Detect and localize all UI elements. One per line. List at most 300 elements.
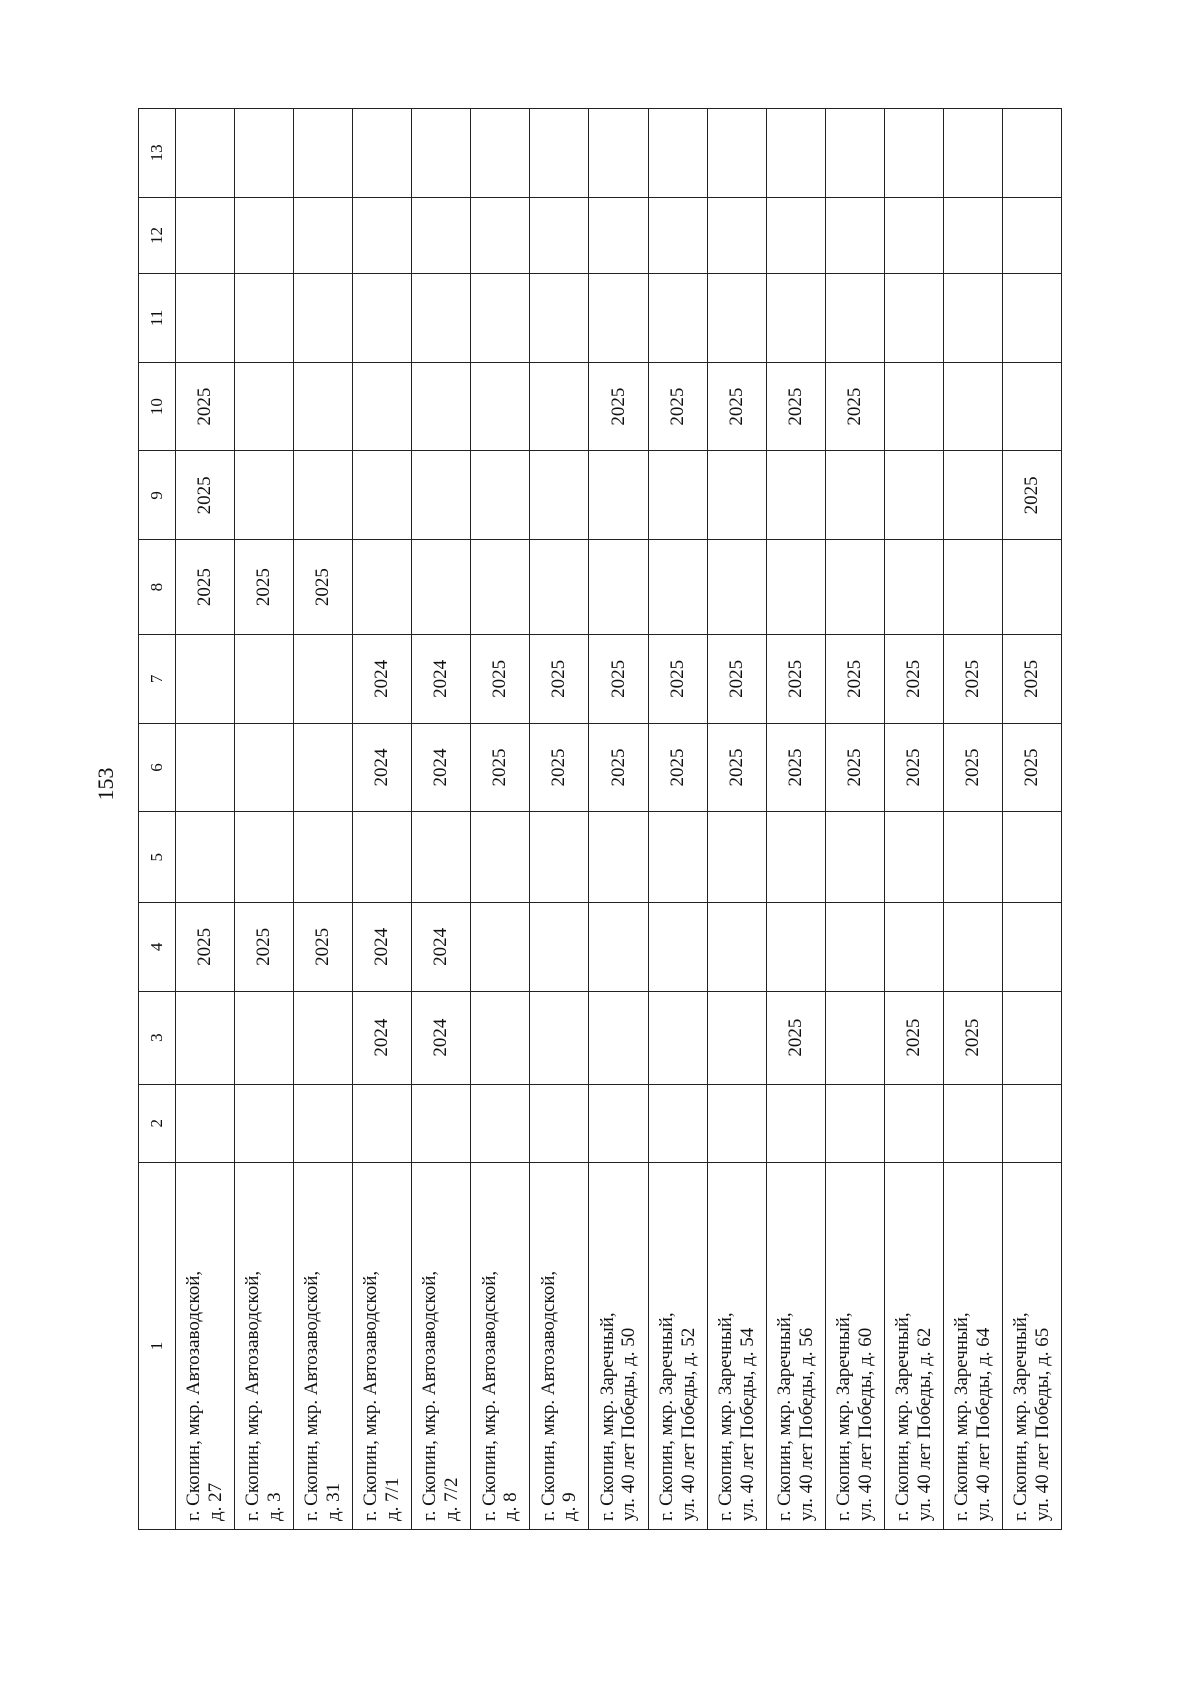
year-cell <box>589 903 648 992</box>
year-value: 2025 <box>666 659 688 698</box>
year-cell <box>235 109 294 198</box>
table-row <box>294 109 353 1530</box>
year-cell <box>294 451 353 540</box>
year-cell <box>471 540 530 635</box>
address-cell <box>648 1162 707 1529</box>
year-cell <box>294 540 353 635</box>
year-value: 2025 <box>194 476 216 515</box>
year-cell <box>884 903 943 992</box>
year-cell <box>1002 723 1061 812</box>
address-line-2: ул. 40 лет Победы, д. 65 <box>1031 1327 1053 1521</box>
rotated-table-frame <box>138 108 1062 1530</box>
year-cell <box>176 903 235 992</box>
year-value: 2025 <box>784 659 806 698</box>
year-cell <box>825 197 884 273</box>
year-cell <box>825 903 884 992</box>
address-line-2: ул. 40 лет Победы, д. 52 <box>677 1327 699 1521</box>
year-cell <box>235 635 294 724</box>
year-cell <box>294 274 353 363</box>
column-header-8: 8 <box>139 540 176 635</box>
table-row <box>176 109 235 1530</box>
year-value: 2025 <box>725 748 747 787</box>
table-row <box>353 109 412 1530</box>
table-body <box>176 109 1062 1530</box>
year-cell <box>412 362 471 451</box>
year-cell <box>707 635 766 724</box>
year-cell <box>471 812 530 903</box>
year-cell <box>884 540 943 635</box>
year-value: 2025 <box>489 748 511 787</box>
year-cell <box>530 635 589 724</box>
year-cell <box>766 635 825 724</box>
year-cell <box>294 1084 353 1162</box>
year-cell <box>1002 274 1061 363</box>
year-cell <box>412 635 471 724</box>
year-cell <box>589 812 648 903</box>
year-cell <box>943 451 1002 540</box>
year-cell <box>943 109 1002 198</box>
year-cell <box>766 197 825 273</box>
year-value: 2025 <box>725 659 747 698</box>
year-cell <box>648 635 707 724</box>
year-cell <box>294 109 353 198</box>
year-cell <box>471 451 530 540</box>
address-cell <box>294 1162 353 1529</box>
year-cell <box>943 991 1002 1084</box>
year-cell <box>353 540 412 635</box>
year-cell <box>471 991 530 1084</box>
year-cell <box>766 109 825 198</box>
column-header-10: 10 <box>139 362 176 451</box>
year-cell <box>412 903 471 992</box>
year-cell <box>707 540 766 635</box>
year-cell <box>176 362 235 451</box>
header-row <box>139 109 176 1530</box>
year-cell <box>176 274 235 363</box>
year-cell <box>766 723 825 812</box>
year-cell <box>471 362 530 451</box>
year-cell <box>648 1084 707 1162</box>
address-line-1: г. Скопин, мкр. Автозаводской, <box>183 1270 205 1521</box>
year-value: 2025 <box>902 748 924 787</box>
year-cell <box>412 991 471 1084</box>
year-cell <box>530 1084 589 1162</box>
year-value: 2025 <box>548 659 570 698</box>
address-line-1: г. Скопин, мкр. Заречный, <box>655 1312 677 1521</box>
address-cell <box>707 1162 766 1529</box>
address-line-2: д. 3 <box>264 1492 286 1521</box>
column-header-7: 7 <box>139 635 176 724</box>
year-value: 2024 <box>430 659 452 698</box>
year-cell <box>766 903 825 992</box>
address-line-2: д. 27 <box>205 1482 227 1521</box>
address-line-2: д. 9 <box>559 1492 581 1521</box>
year-cell <box>1002 1084 1061 1162</box>
year-cell <box>707 362 766 451</box>
year-cell <box>648 451 707 540</box>
year-cell <box>235 362 294 451</box>
address-schedule-table <box>138 108 1062 1530</box>
year-cell <box>471 903 530 992</box>
year-value: 2025 <box>1021 659 1043 698</box>
address-line-1: г. Скопин, мкр. Заречный, <box>596 1312 618 1521</box>
address-cell <box>235 1162 294 1529</box>
year-cell <box>294 991 353 1084</box>
year-cell <box>412 274 471 363</box>
address-line-2: д. 8 <box>500 1492 522 1521</box>
year-cell <box>530 991 589 1084</box>
year-cell <box>766 812 825 903</box>
address-cell <box>943 1162 1002 1529</box>
year-cell <box>1002 540 1061 635</box>
year-cell <box>530 109 589 198</box>
table-row <box>589 109 648 1530</box>
address-line-2: ул. 40 лет Победы, д. 64 <box>972 1327 994 1521</box>
year-cell <box>707 991 766 1084</box>
year-cell <box>471 197 530 273</box>
year-cell <box>648 903 707 992</box>
year-value: 2025 <box>194 568 216 607</box>
year-cell <box>530 903 589 992</box>
year-cell <box>353 197 412 273</box>
year-cell <box>176 635 235 724</box>
year-cell <box>412 197 471 273</box>
address-line-2: ул. 40 лет Победы, д. 62 <box>913 1327 935 1521</box>
year-value: 2025 <box>902 1018 924 1057</box>
year-cell <box>176 197 235 273</box>
year-value: 2024 <box>371 1018 393 1057</box>
year-cell <box>825 991 884 1084</box>
column-header-11: 11 <box>139 274 176 363</box>
year-value: 2024 <box>430 748 452 787</box>
year-value: 2024 <box>371 659 393 698</box>
year-value: 2025 <box>902 659 924 698</box>
year-cell <box>707 812 766 903</box>
year-value: 2025 <box>784 387 806 426</box>
year-cell <box>353 1084 412 1162</box>
year-cell <box>707 274 766 363</box>
year-cell <box>884 109 943 198</box>
year-cell <box>471 274 530 363</box>
year-cell <box>707 197 766 273</box>
year-cell <box>294 197 353 273</box>
year-cell <box>707 723 766 812</box>
year-cell <box>589 991 648 1084</box>
year-cell <box>943 197 1002 273</box>
year-cell <box>589 274 648 363</box>
year-cell <box>825 723 884 812</box>
column-header-12: 12 <box>139 197 176 273</box>
year-cell <box>648 812 707 903</box>
year-cell <box>884 1084 943 1162</box>
year-cell <box>294 812 353 903</box>
year-cell <box>943 274 1002 363</box>
year-cell <box>766 1084 825 1162</box>
column-header-5: 5 <box>139 812 176 903</box>
column-header-1: 1 <box>139 1162 176 1529</box>
year-cell <box>589 540 648 635</box>
table-row <box>707 109 766 1530</box>
year-cell <box>235 1084 294 1162</box>
year-value: 2024 <box>371 927 393 966</box>
year-cell <box>530 362 589 451</box>
address-cell <box>353 1162 412 1529</box>
year-cell <box>884 451 943 540</box>
year-cell <box>648 274 707 363</box>
table-row <box>530 109 589 1530</box>
year-value: 2025 <box>489 659 511 698</box>
year-value: 2025 <box>666 387 688 426</box>
year-cell <box>412 812 471 903</box>
address-line-1: г. Скопин, мкр. Заречный, <box>951 1312 972 1521</box>
year-cell <box>412 1084 471 1162</box>
table-row <box>235 109 294 1530</box>
year-cell <box>530 723 589 812</box>
year-value: 2025 <box>607 659 629 698</box>
table-row <box>412 109 471 1530</box>
year-cell <box>530 540 589 635</box>
column-header-3: 3 <box>139 991 176 1084</box>
column-header-2: 2 <box>139 1084 176 1162</box>
year-cell <box>176 991 235 1084</box>
address-cell <box>176 1162 235 1529</box>
year-value: 2025 <box>961 1018 983 1057</box>
year-cell <box>412 723 471 812</box>
year-cell <box>471 109 530 198</box>
year-cell <box>1002 991 1061 1084</box>
year-value: 2025 <box>843 659 865 698</box>
year-cell <box>884 812 943 903</box>
address-line-2: ул. 40 лет Победы, д. 54 <box>736 1327 758 1521</box>
year-cell <box>825 274 884 363</box>
address-line-1: г. Скопин, мкр. Автозаводской, <box>537 1270 559 1521</box>
year-value: 2024 <box>430 1018 452 1057</box>
year-cell <box>648 991 707 1084</box>
year-cell <box>943 635 1002 724</box>
year-cell <box>825 109 884 198</box>
address-line-2: д. 7/1 <box>382 1477 404 1521</box>
year-cell <box>353 991 412 1084</box>
year-cell <box>648 540 707 635</box>
year-cell <box>294 362 353 451</box>
year-cell <box>589 197 648 273</box>
year-cell <box>353 451 412 540</box>
year-cell <box>412 451 471 540</box>
address-line-1: г. Скопин, мкр. Заречный, <box>714 1312 736 1521</box>
year-cell <box>412 540 471 635</box>
year-cell <box>884 197 943 273</box>
address-line-1: г. Скопин, мкр. Заречный, <box>832 1312 854 1521</box>
table-row <box>766 109 825 1530</box>
year-value: 2025 <box>312 927 334 966</box>
year-cell <box>589 109 648 198</box>
year-cell <box>884 274 943 363</box>
year-cell <box>353 274 412 363</box>
year-cell <box>235 991 294 1084</box>
year-cell <box>825 635 884 724</box>
year-cell <box>825 1084 884 1162</box>
year-value: 2025 <box>1021 748 1043 787</box>
year-cell <box>176 812 235 903</box>
address-cell <box>884 1162 943 1529</box>
year-cell <box>353 635 412 724</box>
year-cell <box>176 109 235 198</box>
year-cell <box>1002 451 1061 540</box>
year-value: 2025 <box>784 1018 806 1057</box>
table-row <box>943 109 1002 1530</box>
page-number-text: 153 <box>93 767 118 801</box>
year-value: 2025 <box>843 748 865 787</box>
year-value: 2025 <box>725 387 747 426</box>
table-row <box>648 109 707 1530</box>
year-cell <box>648 723 707 812</box>
year-cell <box>235 274 294 363</box>
year-value: 2025 <box>312 568 334 607</box>
year-cell <box>471 635 530 724</box>
year-value: 2025 <box>548 748 570 787</box>
column-header-9: 9 <box>139 451 176 540</box>
year-cell <box>235 197 294 273</box>
year-cell <box>294 903 353 992</box>
year-cell <box>235 723 294 812</box>
year-cell <box>353 723 412 812</box>
year-value: 2025 <box>961 659 983 698</box>
year-cell <box>884 723 943 812</box>
year-cell <box>589 451 648 540</box>
address-line-1: г. Скопин, мкр. Автозаводской, <box>242 1270 264 1521</box>
table-row <box>825 109 884 1530</box>
year-cell <box>648 109 707 198</box>
year-cell <box>1002 903 1061 992</box>
year-cell <box>530 197 589 273</box>
year-cell <box>589 723 648 812</box>
address-line-1: г. Скопин, мкр. Заречный, <box>773 1312 795 1521</box>
address-line-2: ул. 40 лет Победы, д. 50 <box>618 1327 640 1521</box>
year-cell <box>176 723 235 812</box>
year-cell <box>176 451 235 540</box>
year-value: 2025 <box>194 387 216 426</box>
year-value: 2024 <box>371 748 393 787</box>
year-cell <box>648 362 707 451</box>
year-cell <box>825 362 884 451</box>
year-cell <box>1002 812 1061 903</box>
year-value: 2025 <box>607 387 629 426</box>
address-cell <box>825 1162 884 1529</box>
address-line-2: ул. 40 лет Победы, д. 60 <box>854 1327 876 1521</box>
year-value: 2025 <box>666 748 688 787</box>
year-cell <box>1002 362 1061 451</box>
year-cell <box>884 635 943 724</box>
year-value: 2025 <box>843 387 865 426</box>
address-line-1: г. Скопин, мкр. Автозаводской, <box>301 1270 323 1521</box>
year-cell <box>766 540 825 635</box>
year-cell <box>766 991 825 1084</box>
column-header-6: 6 <box>139 723 176 812</box>
year-cell <box>707 903 766 992</box>
year-cell <box>353 362 412 451</box>
year-cell <box>235 903 294 992</box>
year-cell <box>471 1084 530 1162</box>
year-cell <box>943 723 1002 812</box>
address-line-1: г. Скопин, мкр. Заречный, <box>891 1312 913 1521</box>
year-cell <box>530 274 589 363</box>
table-row <box>884 109 943 1530</box>
year-cell <box>235 540 294 635</box>
year-value: 2025 <box>607 748 629 787</box>
year-value: 2025 <box>253 568 275 607</box>
year-cell <box>412 109 471 198</box>
year-cell <box>825 540 884 635</box>
year-cell <box>589 1084 648 1162</box>
year-cell <box>530 812 589 903</box>
year-value: 2024 <box>430 927 452 966</box>
year-cell <box>766 362 825 451</box>
column-header-4: 4 <box>139 903 176 992</box>
address-cell <box>1002 1162 1061 1529</box>
year-cell <box>825 812 884 903</box>
address-line-1: г. Скопин, мкр. Автозаводской, <box>360 1270 382 1521</box>
column-header-13: 13 <box>139 109 176 198</box>
year-cell <box>294 635 353 724</box>
year-cell <box>825 451 884 540</box>
year-cell <box>1002 197 1061 273</box>
year-value: 2025 <box>961 748 983 787</box>
address-line-2: д. 31 <box>323 1482 345 1521</box>
year-cell <box>884 362 943 451</box>
year-cell <box>353 903 412 992</box>
year-cell <box>589 635 648 724</box>
year-value: 2025 <box>253 927 275 966</box>
year-cell <box>707 451 766 540</box>
year-cell <box>176 1084 235 1162</box>
address-line-1: г. Скопин, мкр. Автозаводской, <box>419 1270 441 1521</box>
table-row <box>471 109 530 1530</box>
year-cell <box>353 812 412 903</box>
year-cell <box>707 109 766 198</box>
address-cell <box>589 1162 648 1529</box>
year-cell <box>294 723 353 812</box>
year-cell <box>1002 109 1061 198</box>
year-cell <box>648 197 707 273</box>
table-row <box>1002 109 1061 1530</box>
year-cell <box>943 1084 1002 1162</box>
year-cell <box>707 1084 766 1162</box>
address-line-2: д. 7/2 <box>441 1477 463 1521</box>
year-cell <box>1002 635 1061 724</box>
year-cell <box>943 540 1002 635</box>
year-cell <box>530 451 589 540</box>
year-cell <box>235 451 294 540</box>
address-cell <box>530 1162 589 1529</box>
address-line-1: г. Скопин, мкр. Автозаводской, <box>478 1270 500 1521</box>
year-cell <box>353 109 412 198</box>
year-value: 2025 <box>784 748 806 787</box>
address-line-2: ул. 40 лет Победы, д. 56 <box>795 1327 817 1521</box>
address-cell <box>766 1162 825 1529</box>
year-cell <box>176 540 235 635</box>
year-cell <box>943 812 1002 903</box>
year-value: 2025 <box>194 927 216 966</box>
year-value: 2025 <box>1021 476 1043 515</box>
year-cell <box>766 451 825 540</box>
year-cell <box>471 723 530 812</box>
year-cell <box>589 362 648 451</box>
year-cell <box>943 362 1002 451</box>
year-cell <box>766 274 825 363</box>
year-cell <box>884 991 943 1084</box>
address-line-1: г. Скопин, мкр. Заречный, <box>1010 1312 1032 1521</box>
year-cell <box>943 903 1002 992</box>
